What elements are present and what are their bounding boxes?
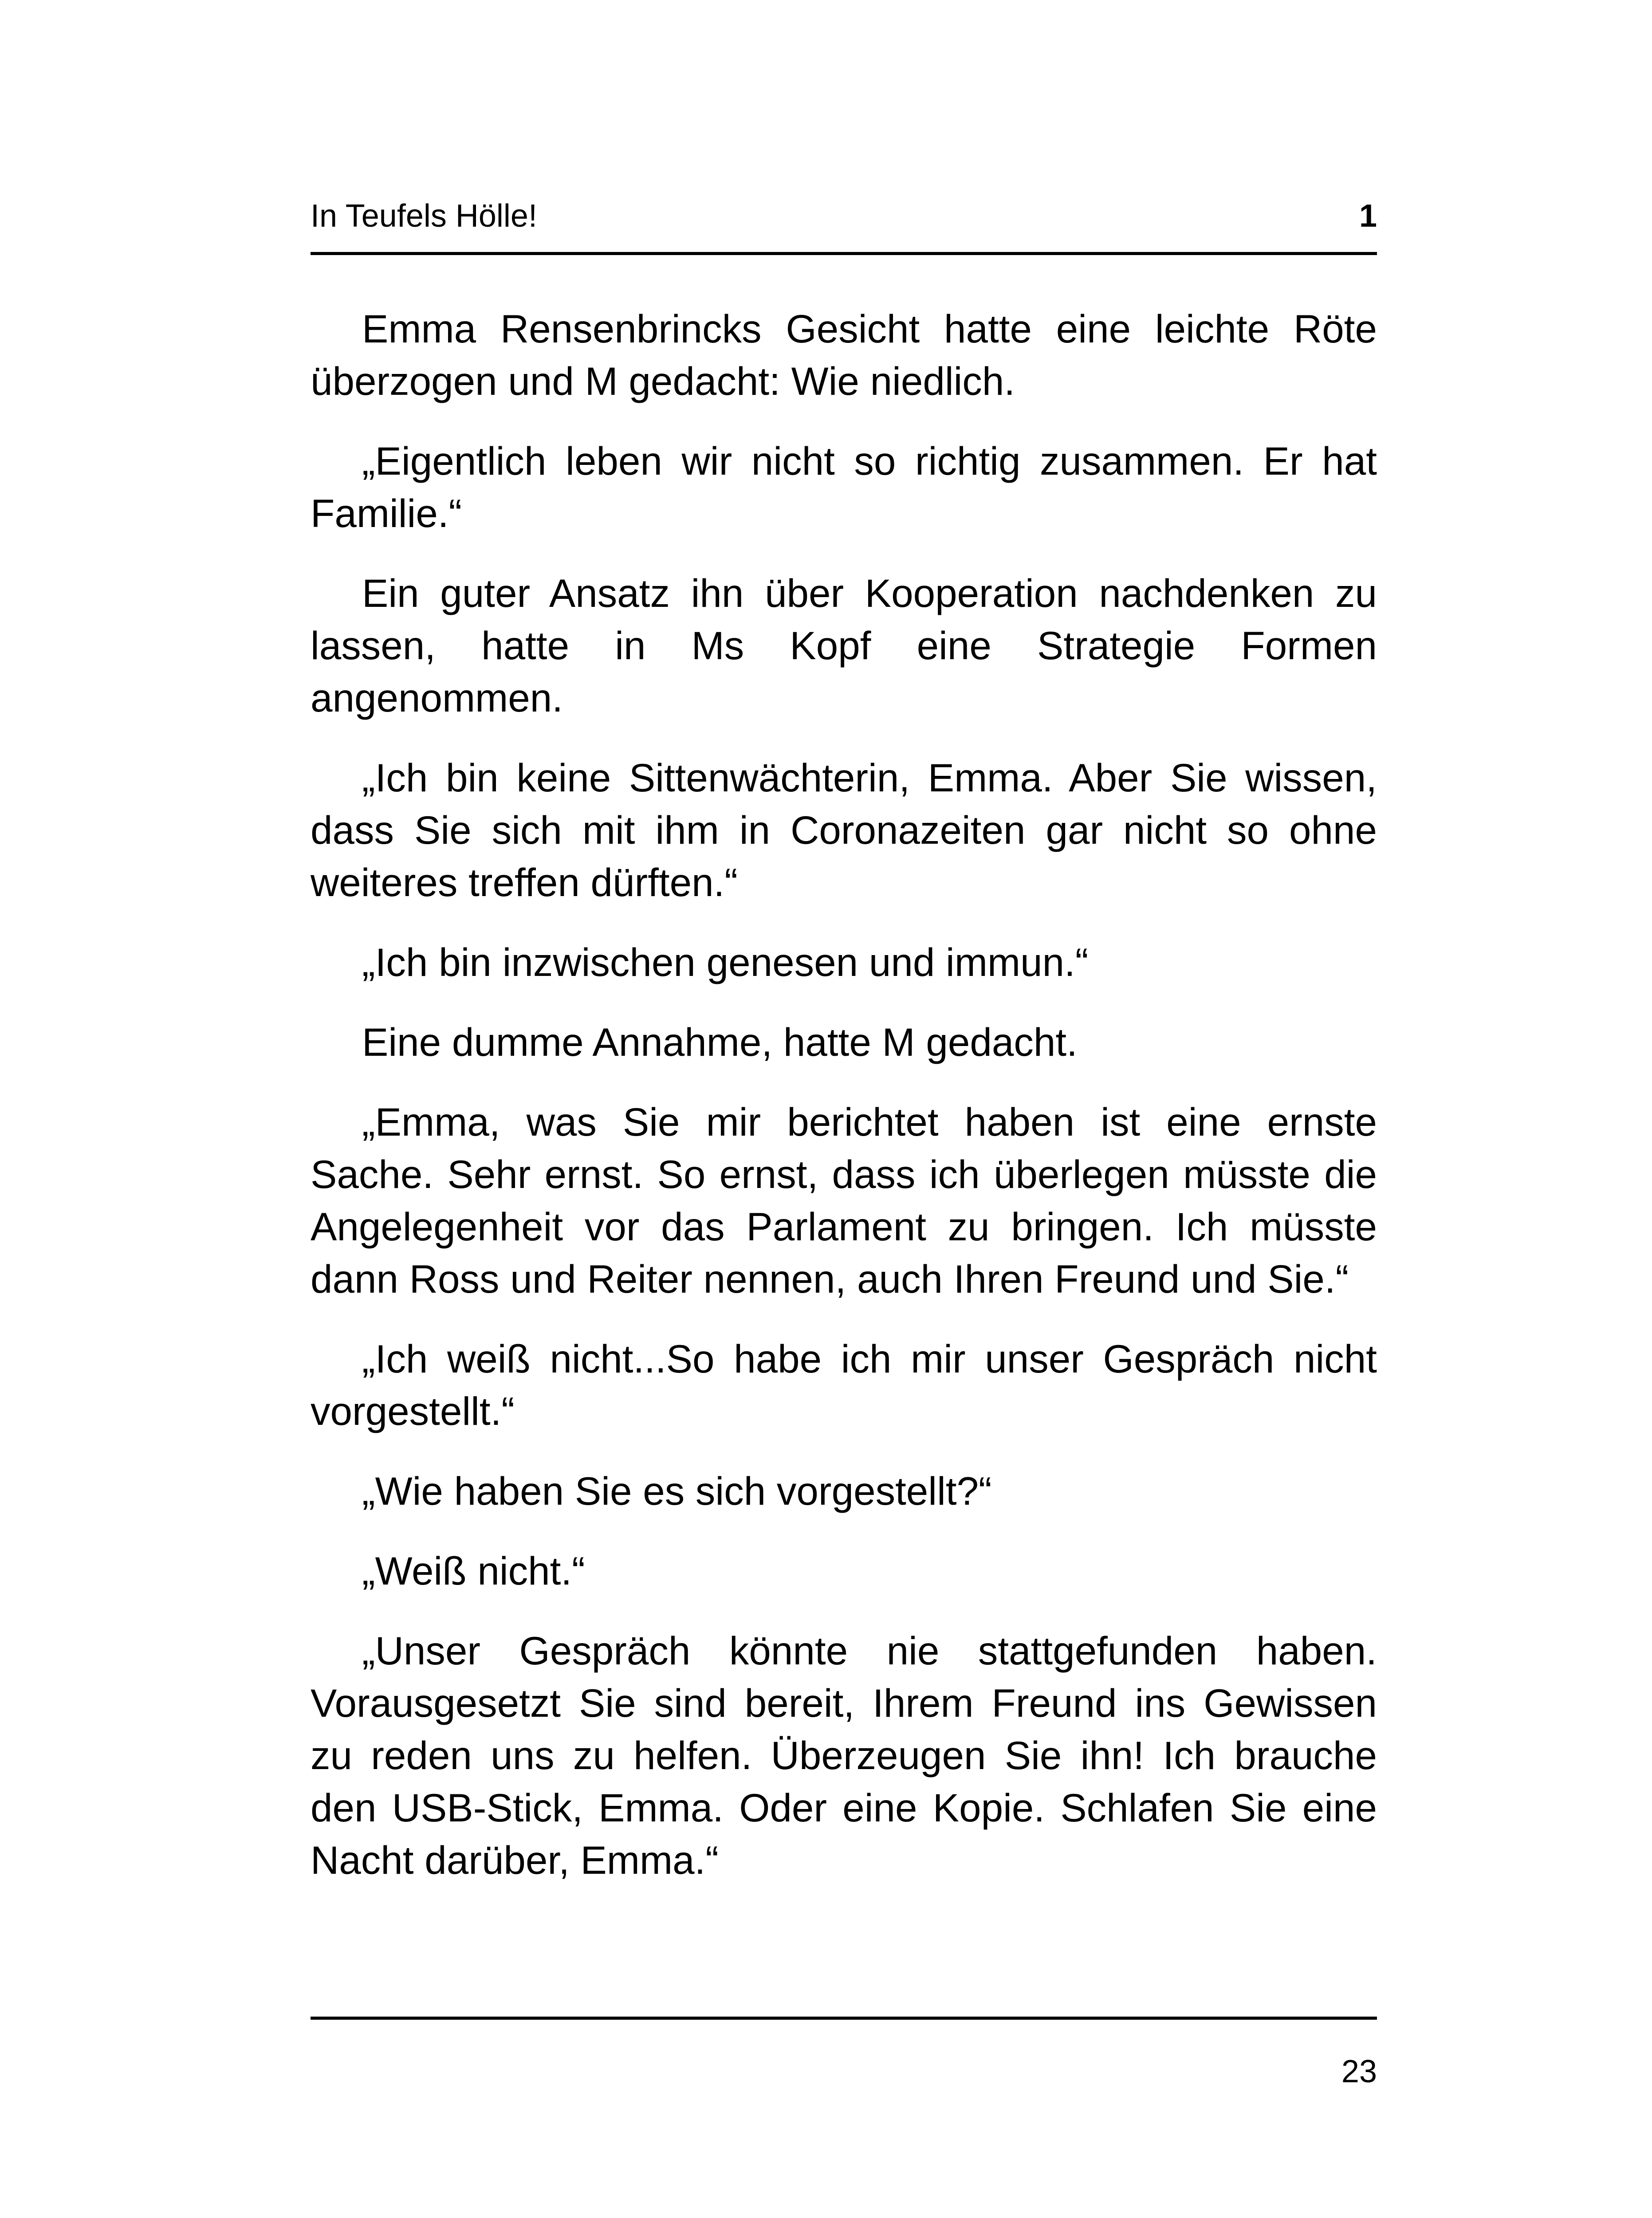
paragraph: „Emma, was Sie mir berichtet haben ist eine ernste Sache. Sehr ernst. So ernst, dass ich überlegen müsste die Angelegenheit vor das Parlament zu bringen. Ich müsste dann Ross und Reiter nennen, auch Ihren Freund und Sie.“ bbox=[311, 1100, 1377, 1301]
paragraph: „Eigentlich leben wir nicht so richtig zusammen. Er hat Familie.“ bbox=[311, 439, 1377, 535]
paragraph: „Weiß nicht.“ bbox=[362, 1549, 585, 1593]
paragraph: „Ich bin inzwischen genesen und immun.“ bbox=[362, 940, 1089, 984]
body-text bbox=[311, 303, 1377, 1914]
paragraph: Emma Rensenbrincks Gesicht hatte eine leichte Röte überzogen und M gedacht: Wie niedlich. bbox=[311, 307, 1377, 403]
paragraph: „Unser Gespräch könnte nie stattgefunden haben. Vorausgesetzt Sie sind bereit, Ihrem Freund ins Gewissen zu reden uns zu helfen. Überzeugen Sie ihn! Ich brauche den USB-Stick, Emma. Oder eine Kopie. Schlafen Sie eine Nacht darüber, Emma.“ bbox=[311, 1628, 1377, 1882]
running-title: In Teufels Hölle! bbox=[311, 198, 537, 234]
paragraph: „Ich weiß nicht...So habe ich mir unser Gespräch nicht vorgestellt.“ bbox=[311, 1337, 1377, 1433]
running-header bbox=[311, 192, 1377, 240]
footer-rule bbox=[311, 2017, 1377, 2020]
paragraph: Ein guter Ansatz ihn über Kooperation nachdenken zu lassen, hatte in Ms Kopf eine Strategie Formen angenommen. bbox=[311, 571, 1377, 720]
paragraph: Eine dumme Annahme, hatte M gedacht. bbox=[362, 1020, 1078, 1064]
paragraph: „Ich bin keine Sittenwächterin, Emma. Aber Sie wissen, dass Sie sich mit ihm in Coronazeiten gar nicht so ohne weiteres treffen dürften.“ bbox=[311, 755, 1377, 905]
paragraph: „Wie haben Sie es sich vorgestellt?“ bbox=[362, 1469, 992, 1513]
page-number: 23 bbox=[1341, 2054, 1377, 2089]
chapter-number: 1 bbox=[1359, 198, 1377, 234]
header-rule bbox=[311, 252, 1377, 255]
